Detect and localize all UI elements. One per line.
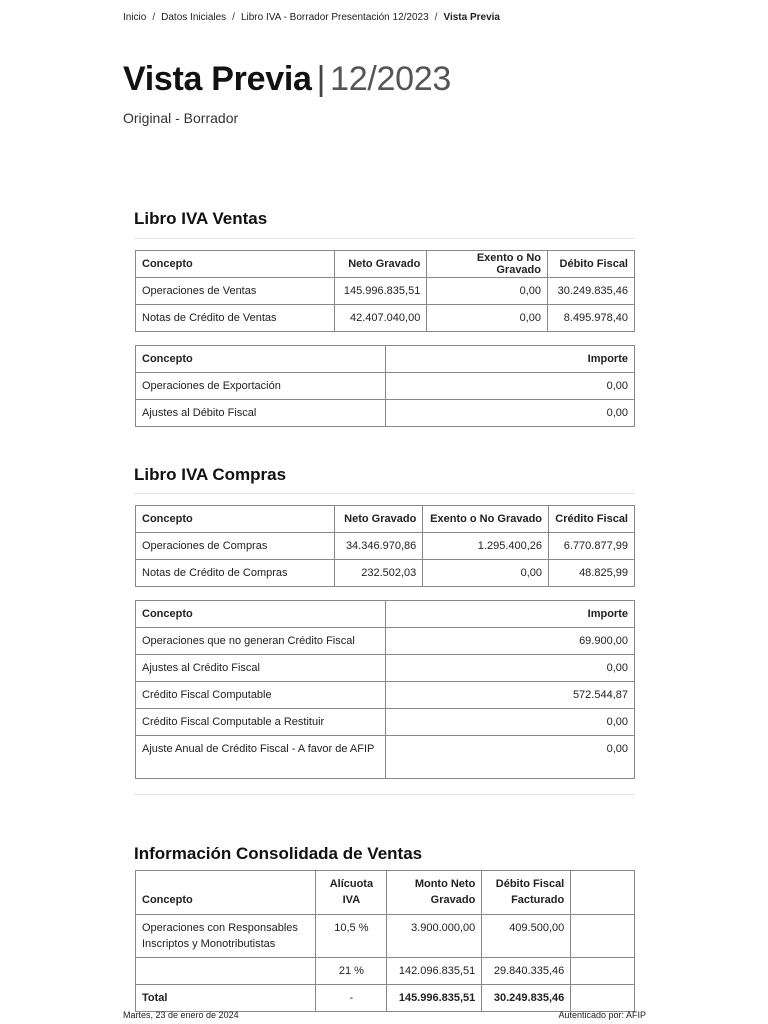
table-cell: Operaciones con Responsables Inscriptos y Monotributistas [136, 915, 316, 958]
table-cell: 145.996.835,51 [335, 278, 427, 305]
table-row [136, 915, 635, 958]
column-header: Débito Fiscal Facturado [482, 871, 571, 915]
page-title-period: 12/2023 [330, 60, 451, 98]
breadcrumb-separator: / [232, 12, 235, 23]
table-row [136, 682, 635, 709]
table-cell: 42.407.040,00 [335, 305, 427, 332]
table-cell [136, 958, 316, 985]
table-cell: Operaciones de Exportación [136, 373, 386, 400]
table-cell: Total [136, 985, 316, 1012]
compras-table [135, 505, 635, 587]
breadcrumb-separator: / [434, 12, 438, 23]
table-header-row [136, 601, 635, 628]
table-row [136, 655, 635, 682]
table-total-row [136, 985, 635, 1012]
footer-auth: Autenticado por: AFIP [558, 1010, 646, 1020]
column-header: Concepto [136, 251, 335, 278]
table-cell: 30.249.835,46 [482, 985, 571, 1012]
table-cell: 10,5 % [316, 915, 387, 958]
table-cell [571, 958, 635, 985]
title-separator: | [316, 60, 326, 98]
table-row [136, 533, 635, 560]
table-cell: Operaciones que no generan Crédito Fiscal [136, 628, 386, 655]
column-header: Monto Neto Gravado [387, 871, 482, 915]
column-header: Concepto [136, 601, 386, 628]
breadcrumb [123, 12, 500, 23]
table-header-row [136, 346, 635, 373]
table-cell: 0,00 [427, 305, 548, 332]
column-header: Concepto [136, 506, 335, 533]
page-title [123, 60, 451, 99]
section-divider [134, 794, 635, 795]
compras-importe-table [135, 600, 635, 779]
table-cell [571, 985, 635, 1012]
section-title-consolidada: Información Consolidada de Ventas [134, 844, 423, 863]
table-header-row [136, 251, 635, 278]
table-cell: 0,00 [385, 709, 635, 736]
table-row [136, 736, 635, 779]
table-cell: - [316, 985, 387, 1012]
table-row [136, 628, 635, 655]
table-cell: 0,00 [385, 655, 635, 682]
table-row [136, 958, 635, 985]
column-header: Exento o No Gravado [427, 251, 548, 278]
table-cell: 0,00 [385, 736, 635, 779]
page-subtitle: Original - Borrador [123, 110, 239, 126]
column-header: Alícuota IVA [316, 871, 387, 915]
column-header: Importe [385, 601, 635, 628]
column-header: Neto Gravado [335, 506, 423, 533]
ventas-importe-table [135, 345, 635, 427]
table-cell: 0,00 [385, 373, 634, 400]
table-cell: 29.840.335,46 [482, 958, 571, 985]
breadcrumb-libro-iva[interactable]: Libro IVA - Borrador Presentación 12/2023 [240, 12, 429, 23]
table-cell: 34.346.970,86 [335, 533, 423, 560]
table-header-row [136, 506, 635, 533]
table-header-row [136, 871, 635, 915]
table-row [136, 278, 635, 305]
column-header: Neto Gravado [335, 251, 427, 278]
table-cell: Ajustes al Débito Fiscal [136, 400, 386, 427]
column-header: Crédito Fiscal [549, 506, 635, 533]
table-cell: 8.495.978,40 [548, 305, 635, 332]
page-title-main: Vista Previa [123, 60, 312, 98]
breadcrumb-inicio[interactable]: Inicio [123, 12, 147, 23]
table-cell: 69.900,00 [385, 628, 635, 655]
table-cell: 48.825,99 [549, 560, 635, 587]
table-cell: 142.096.835,51 [387, 958, 482, 985]
table-cell [571, 915, 635, 958]
section-divider [134, 493, 635, 494]
breadcrumb-current: Vista Previa [443, 12, 500, 23]
table-cell: 6.770.877,99 [549, 533, 635, 560]
table-cell: 145.996.835,51 [387, 985, 482, 1012]
table-cell: Operaciones de Compras [136, 533, 335, 560]
section-title-ventas: Libro IVA Ventas [134, 209, 268, 228]
column-header: Concepto [136, 871, 316, 915]
footer-date: Martes, 23 de enero de 2024 [123, 1010, 239, 1020]
column-header: Exento o No Gravado [423, 506, 549, 533]
ventas-table [135, 250, 635, 332]
table-cell: 409.500,00 [482, 915, 571, 958]
table-cell: Notas de Crédito de Ventas [136, 305, 335, 332]
column-header: Concepto [136, 346, 386, 373]
table-cell: Ajustes al Crédito Fiscal [136, 655, 386, 682]
table-row [136, 560, 635, 587]
table-cell: 1.295.400,26 [423, 533, 549, 560]
table-cell: 30.249.835,46 [548, 278, 635, 305]
table-cell: Crédito Fiscal Computable [136, 682, 386, 709]
column-header: Importe [385, 346, 634, 373]
breadcrumb-separator: / [152, 12, 156, 23]
table-row [136, 373, 635, 400]
table-cell: 572.544,87 [385, 682, 635, 709]
table-cell: Notas de Crédito de Compras [136, 560, 335, 587]
column-header: Débito Fiscal [548, 251, 635, 278]
breadcrumb-datos-iniciales[interactable]: Datos Iniciales [161, 12, 227, 23]
section-divider [134, 238, 635, 239]
table-row [136, 400, 635, 427]
table-cell: Ajuste Anual de Crédito Fiscal - A favor de AFIP [136, 736, 386, 779]
table-cell: 0,00 [385, 400, 634, 427]
column-header [571, 871, 635, 915]
consolidada-table [135, 870, 635, 1012]
table-cell: 3.900.000,00 [387, 915, 482, 958]
table-cell: Operaciones de Ventas [136, 278, 335, 305]
section-title-compras: Libro IVA Compras [134, 465, 287, 484]
table-cell: 21 % [316, 958, 387, 985]
table-row [136, 305, 635, 332]
table-row [136, 709, 635, 736]
table-cell: 232.502,03 [335, 560, 423, 587]
table-cell: 0,00 [423, 560, 549, 587]
table-cell: 0,00 [427, 278, 548, 305]
table-cell: Crédito Fiscal Computable a Restituir [136, 709, 386, 736]
